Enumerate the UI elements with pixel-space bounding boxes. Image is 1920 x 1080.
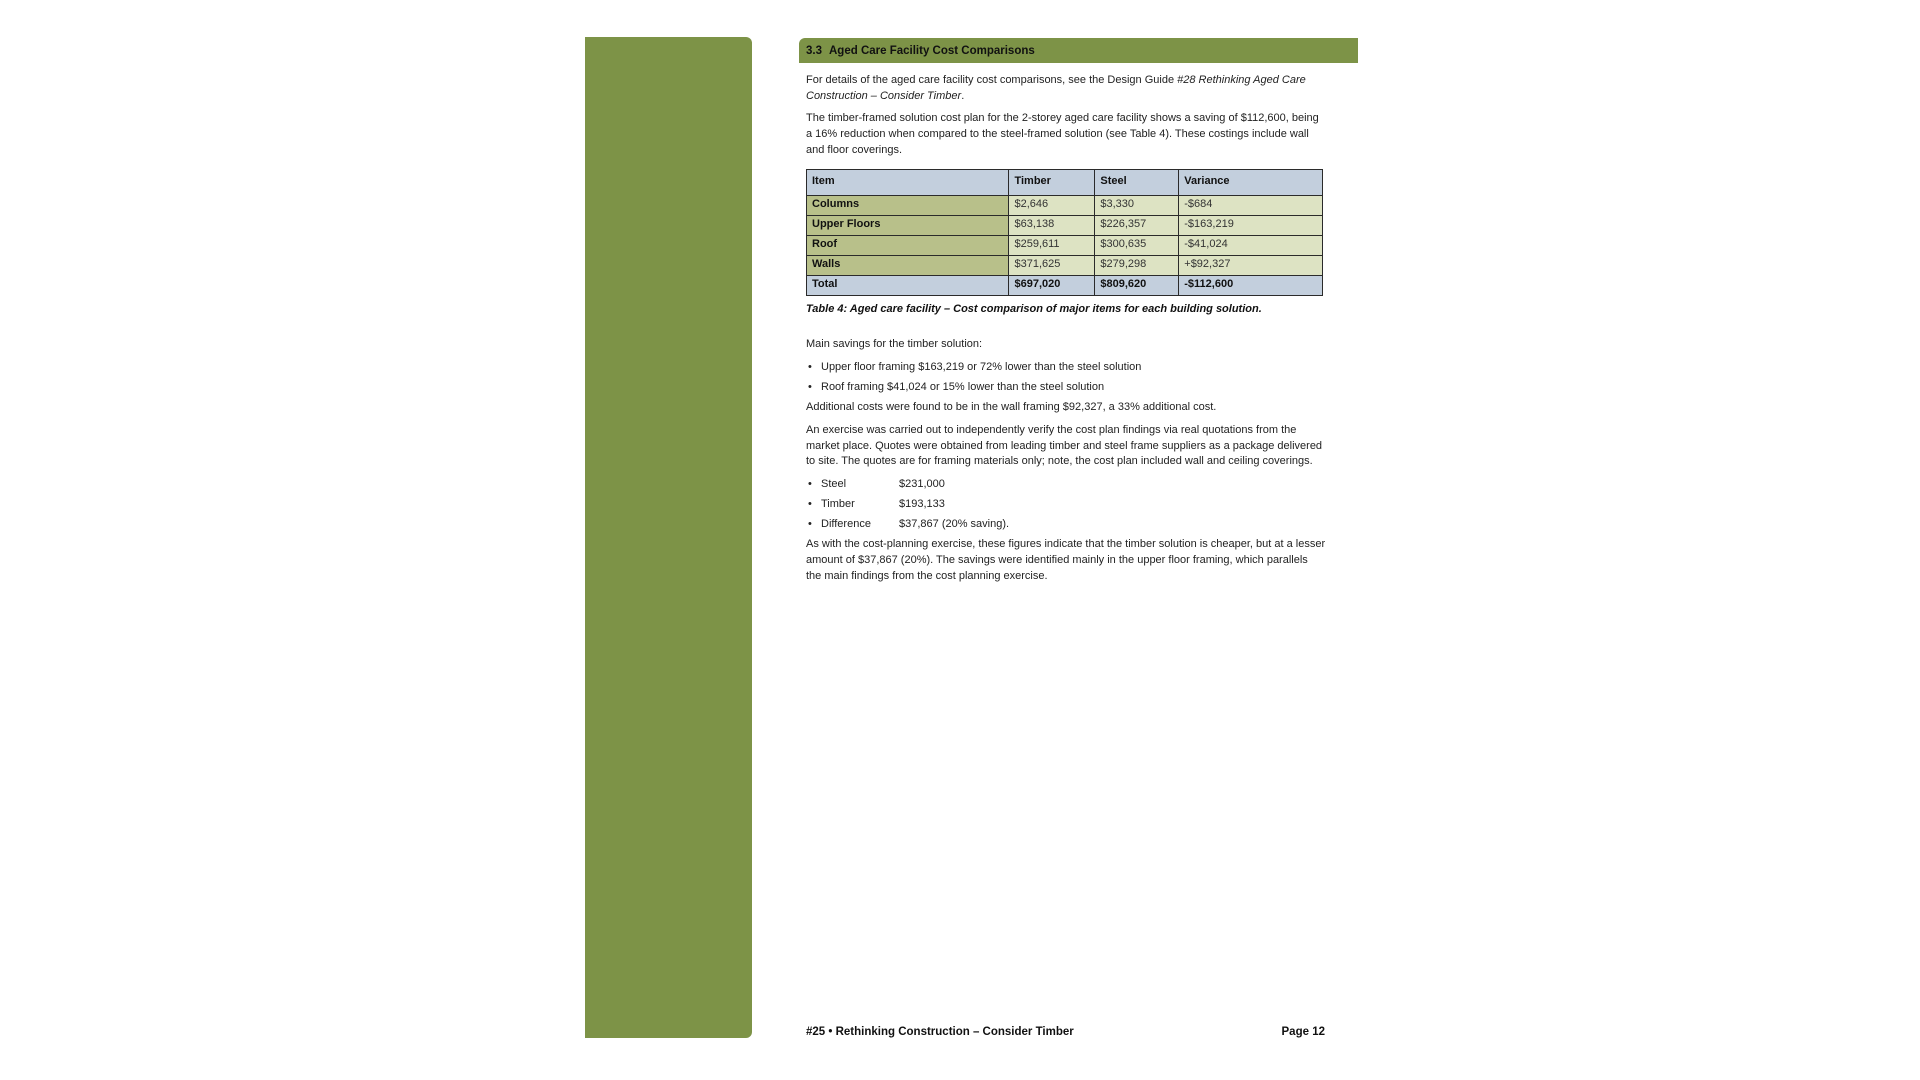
variance-cell: +$92,327	[1179, 255, 1323, 275]
quote-value: $193,133	[899, 497, 945, 510]
table-total-row	[807, 275, 1323, 295]
table-row	[807, 195, 1323, 215]
quote-label: Steel	[821, 478, 847, 491]
table-row	[807, 255, 1323, 275]
steel-cell: $3,330	[1095, 195, 1179, 215]
table-row	[807, 235, 1323, 255]
list-item: • Roof framing $41,024 or 15% lower than the steel solution	[806, 380, 1326, 396]
footer-page-number: Page 12	[1281, 1026, 1325, 1038]
table-header-row	[807, 169, 1323, 195]
list-item	[806, 517, 1326, 533]
steel-cell: $279,298	[1095, 255, 1179, 275]
intro-paragraph	[806, 73, 1326, 104]
footer-document-title: #25 • Rethinking Construction – Consider Timber	[806, 1026, 1074, 1038]
list-item	[806, 497, 1326, 513]
list-item: • Upper floor framing $163,219 or 72% lower than the steel solution	[806, 360, 1326, 376]
total-steel-cell: $809,620	[1095, 275, 1179, 295]
quote-value: $37,867 (20% saving).	[899, 517, 1010, 530]
section-number: 3.3	[806, 44, 822, 57]
variance-cell: -$684	[1179, 195, 1323, 215]
steel-cell: $300,635	[1095, 235, 1179, 255]
variance-cell: -$41,024	[1179, 235, 1323, 255]
timber-cell: $63,138	[1009, 215, 1095, 235]
column-header: Item	[807, 169, 1009, 195]
timber-cell: $2,646	[1009, 195, 1095, 215]
conclusion-paragraph: As with the cost-planning exercise, these figures indicate that the timber solution is cheaper, but at a lesser amount of $37,867 (20%). The savings were identified mainly in the upper floor framing, which parallels the main findings from the cost planning exercise.	[806, 538, 1326, 582]
steel-cell: $226,357	[1095, 215, 1179, 235]
quote-label: Timber	[821, 497, 855, 510]
page-footer	[806, 1026, 1325, 1038]
cost-comparison-table	[806, 169, 1323, 296]
quote-value: $231,000	[899, 478, 945, 491]
intro-text: For details of the aged care facility cost comparisons, see the Design Guide	[806, 74, 1178, 86]
table-caption: Table 4: Aged care facility – Cost comparison of major items for each building solution.	[806, 302, 1262, 315]
timber-cell: $259,611	[1009, 235, 1095, 255]
quotation-paragraph: An exercise was carried out to independently verify the cost plan findings via real quotations from the market place. Quotes were obtained from leading timber and steel frame suppliers as a package delivered to site. The quotes are for framing materials only; note, the cost plan included wall and ceiling coverings.	[806, 424, 1323, 468]
total-label-cell: Total	[807, 275, 1009, 295]
savings-intro: Main savings for the timber solution:	[806, 338, 983, 351]
sidebar-color-band	[585, 37, 752, 1038]
column-header: Timber	[1009, 169, 1095, 195]
table-row	[807, 215, 1323, 235]
design-guide-reference: #28 Rethinking Aged Care Construction – Consider Timber	[806, 74, 1306, 102]
quote-label: Difference	[821, 517, 871, 530]
total-timber-cell: $697,020	[1009, 275, 1095, 295]
total-variance-cell: -$112,600	[1179, 275, 1323, 295]
item-cell: Roof	[807, 235, 1009, 255]
item-cell: Columns	[807, 195, 1009, 215]
page-content	[806, 73, 1326, 591]
column-header: Variance	[1179, 169, 1323, 195]
section-title: Aged Care Facility Cost Comparisons	[829, 44, 1035, 57]
item-cell: Walls	[807, 255, 1009, 275]
column-header: Steel	[1095, 169, 1179, 195]
additional-costs-paragraph: Additional costs were found to be in the wall framing $92,327, a 33% additional cost.	[806, 401, 1217, 414]
item-cell: Upper Floors	[807, 215, 1009, 235]
variance-cell: -$163,219	[1179, 215, 1323, 235]
quote-list	[806, 477, 1326, 532]
savings-list	[806, 360, 1326, 395]
list-item	[806, 477, 1326, 493]
section-heading-bar	[799, 38, 1358, 63]
intro-text-end: .	[961, 89, 965, 102]
timber-cell: $371,625	[1009, 255, 1095, 275]
cost-plan-paragraph: The timber-framed solution cost plan for the 2-storey aged care facility shows a saving of $112,600, being a 16% reduction when compared to the steel-framed solution (see Table 4). These costings include wall and floor coverings.	[806, 112, 1319, 156]
